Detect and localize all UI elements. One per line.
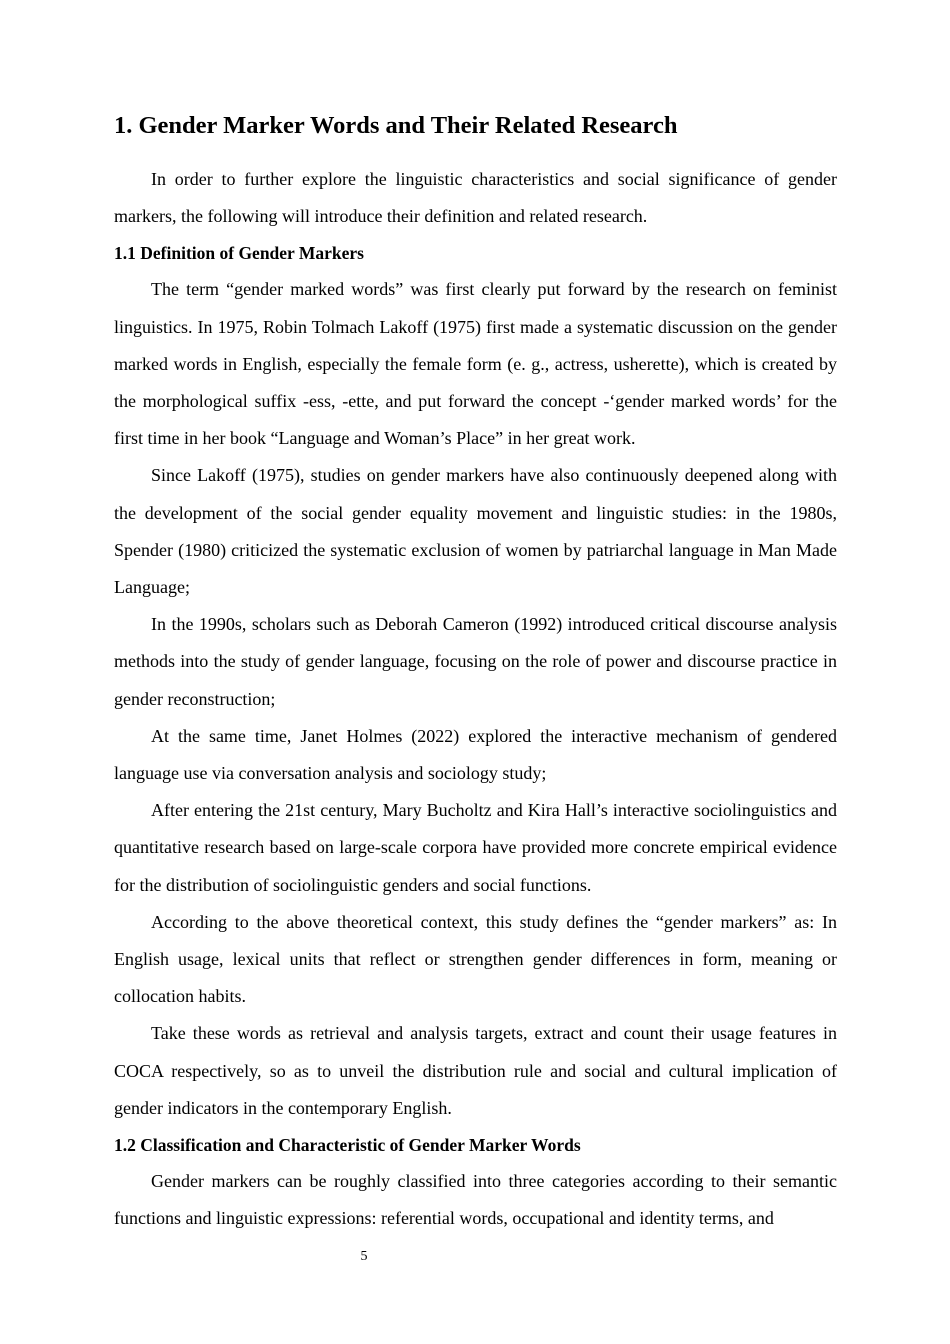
- section-heading: 1. Gender Marker Words and Their Related Research: [114, 112, 678, 139]
- paragraph-21st-century: After entering the 21st century, Mary Bucholtz and Kira Hall’s interactive sociolinguistics and quantitative research based on large-scale corpora have provided more concrete empirical evidence for the distribution of sociolinguistic genders and social functions.: [114, 800, 837, 895]
- document-page: [114, 108, 837, 1237]
- subsection-heading-definition: 1.1 Definition of Gender Markers: [114, 243, 364, 264]
- paragraph-study-definition: According to the above theoretical context, this study defines the “gender markers” as: In English usage, lexical units that reflect or strengthen gender differences in form, meaning or collocation habits.: [114, 911, 837, 1007]
- paragraph-1990s: In the 1990s, scholars such as Deborah Cameron (1992) introduced critical discourse analysis methods into the study of gender language, focusing on the role of power and discourse practice in gender reconstruction;: [114, 614, 837, 709]
- page-number: 5: [360, 1249, 368, 1264]
- paragraph-since-lakoff: Since Lakoff (1975), studies on gender markers have also continuously deepened along with the development of the social gender equality movement and linguistic studies: in the 1980s, Spender (1980) criticized the systematic exclusion of women by patriarchal language in Man Made Language;: [114, 465, 837, 598]
- paragraph-holmes: At the same time, Janet Holmes (2022) explored the interactive mechanism of gendered language use via conversation analysis and sociology study;: [114, 725, 837, 784]
- paragraph-retrieval-targets: Take these words as retrieval and analysis targets, extract and count their usage features in COCA respectively, so as to unveil the distribution rule and social and cultural implication of gender indicators in the contemporary English.: [114, 1023, 837, 1118]
- paragraph-classification: Gender markers can be roughly classified into three categories according to their semantic functions and linguistic expressions: referential words, occupational and identity terms, and: [114, 1171, 837, 1229]
- paragraph-term-origin: The term “gender marked words” was first clearly put forward by the research on feminist linguistics. In 1975, Robin Tolmach Lakoff (1975) first made a systematic discussion on the gender marked words in English, especially the female form (e. g., actress, usherette), which is created by the morphological suffix -ess, -ette, and put forward the concept -‘gender marked words’ for the first time in her book “Language and Woman’s Place” in her great work.: [114, 279, 837, 449]
- subsection-heading-classification: 1.2 Classification and Characteristic of Gender Marker Words: [114, 1135, 581, 1156]
- section-intro-paragraph: In order to further explore the linguistic characteristics and social significance of gender markers, the following will introduce their definition and related research.: [114, 169, 837, 227]
